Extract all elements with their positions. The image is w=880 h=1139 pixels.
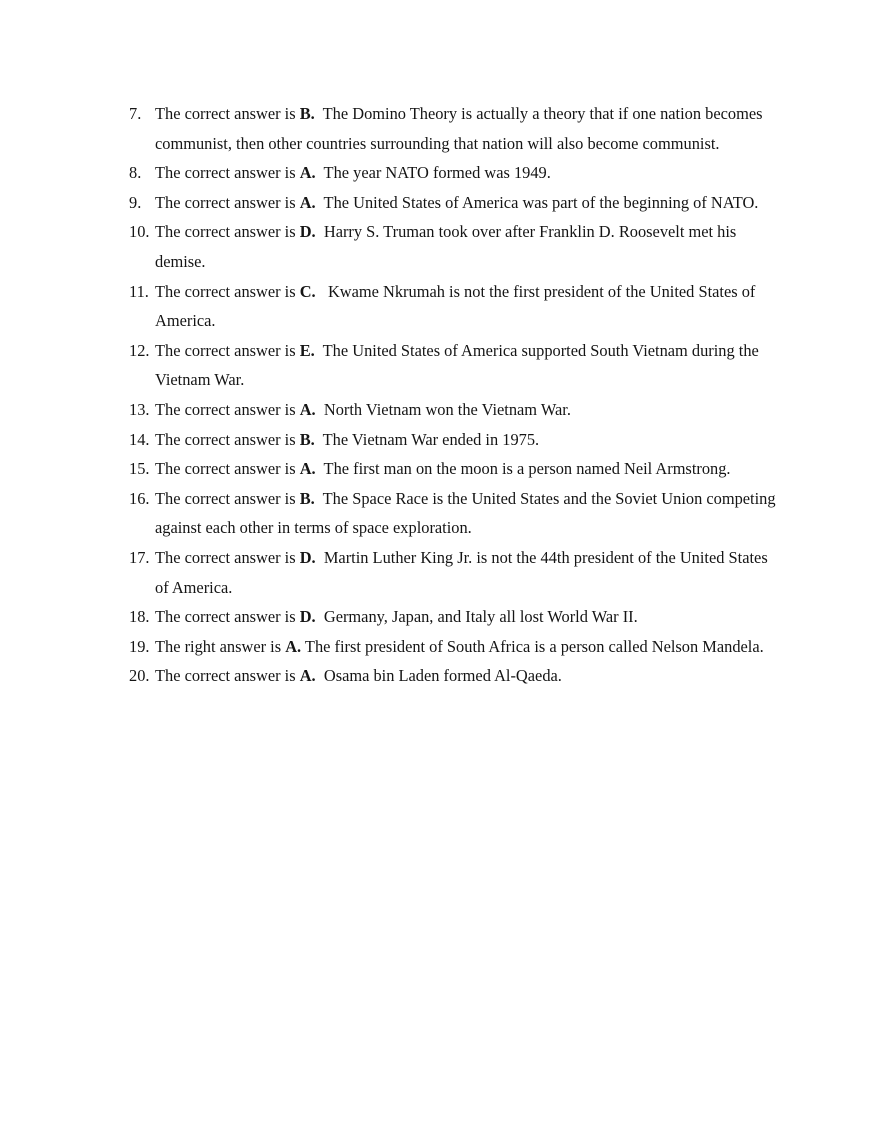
item-prefix: The correct answer is — [155, 281, 300, 301]
answer-item-18 — [129, 602, 780, 632]
item-content — [155, 632, 780, 662]
answer-item-17 — [129, 543, 780, 602]
answer-item-19 — [129, 632, 780, 662]
item-text: The first president of South Africa is a person called Nelson Mandela. — [301, 636, 764, 656]
item-text: Harry S. Truman took over after Franklin D. Roosevelt met his demise. — [155, 222, 741, 271]
item-content — [155, 543, 780, 602]
item-number: 13. — [129, 399, 150, 419]
answer-letter: A. — [299, 163, 316, 183]
item-prefix: The correct answer is — [155, 607, 300, 627]
item-content — [155, 454, 780, 484]
item-text: Martin Luther King Jr. is not the 44th president of the United States of America. — [155, 547, 772, 597]
item-prefix: The correct answer is — [155, 547, 300, 567]
answer-item-16 — [129, 484, 780, 543]
item-content — [155, 336, 780, 395]
answer-item-8 — [129, 158, 780, 188]
item-number: 11. — [129, 281, 149, 301]
answer-item-20 — [129, 661, 780, 691]
item-prefix: The correct answer is — [155, 488, 300, 508]
item-text: The Space Race is the United States and the Soviet Union competing against each other in terms of space exploration. — [155, 488, 780, 538]
answer-letter: A. — [299, 192, 316, 212]
item-number: 12. — [129, 340, 150, 360]
answer-letter: A. — [299, 459, 316, 479]
answer-letter: D. — [299, 222, 316, 242]
answer-item-9 — [129, 188, 780, 218]
item-prefix: The correct answer is — [155, 666, 300, 686]
item-content — [155, 484, 780, 543]
item-number: 15. — [129, 459, 150, 479]
item-number: 10. — [129, 222, 150, 242]
item-number: 8. — [129, 163, 142, 183]
answer-item-10 — [129, 217, 780, 276]
item-number: 7. — [129, 104, 142, 123]
item-prefix: The correct answer is — [155, 163, 300, 183]
answer-letter: C. — [299, 281, 316, 301]
item-text: The United States of America supported South Vietnam during the Vietnam War. — [155, 340, 763, 390]
answer-letter: D. — [299, 607, 316, 627]
answer-item-15 — [129, 454, 780, 484]
item-text: Osama bin Laden formed Al-Qaeda. — [315, 666, 562, 686]
item-text: The first man on the moon is a person named Neil Armstrong. — [315, 459, 731, 479]
item-text: The year NATO formed was 1949. — [315, 163, 551, 183]
answer-item-14 — [129, 425, 780, 455]
item-content — [155, 158, 780, 188]
item-number: 14. — [129, 429, 150, 449]
item-content — [155, 217, 780, 276]
answer-item-12 — [129, 336, 780, 395]
answer-letter: D. — [299, 547, 316, 567]
item-number: 20. — [129, 666, 150, 686]
item-content — [155, 99, 780, 158]
item-number: 16. — [129, 488, 150, 508]
item-number: 17. — [129, 547, 150, 567]
item-number: 9. — [129, 192, 142, 212]
answer-letter: A. — [299, 399, 316, 419]
item-text: The Domino Theory is actually a theory that if one nation becomes communist, then other countries surrounding that nation will also become communist. — [155, 104, 767, 153]
answer-letter: B. — [299, 429, 315, 449]
answer-letter: B. — [299, 488, 315, 508]
answer-item-13 — [129, 395, 780, 425]
item-content — [155, 188, 780, 218]
item-text: The United States of America was part of the beginning of NATO. — [315, 192, 759, 212]
answer-item-7 — [129, 99, 780, 158]
item-content — [155, 661, 780, 691]
item-number: 19. — [129, 636, 150, 656]
item-prefix: The correct answer is — [155, 192, 300, 212]
item-prefix: The correct answer is — [155, 222, 300, 242]
item-prefix: The correct answer is — [155, 399, 300, 419]
item-prefix: The correct answer is — [155, 340, 300, 360]
answer-letter: B. — [299, 104, 315, 123]
answer-item-11 — [129, 277, 780, 336]
item-prefix: The correct answer is — [155, 429, 300, 449]
answer-letter: E. — [299, 340, 315, 360]
item-number: 18. — [129, 607, 150, 627]
item-content — [155, 425, 780, 455]
item-content — [155, 602, 780, 632]
item-text: Kwame Nkrumah is not the first president of the United States of America. — [155, 281, 759, 331]
answer-letter: A. — [285, 636, 302, 656]
item-text: North Vietnam won the Vietnam War. — [315, 399, 571, 419]
item-text: The Vietnam War ended in 1975. — [314, 429, 540, 449]
item-content — [155, 277, 780, 336]
answer-letter: A. — [299, 666, 316, 686]
item-text: Germany, Japan, and Italy all lost World War II. — [315, 607, 638, 627]
item-prefix: The correct answer is — [155, 459, 300, 479]
item-prefix: The right answer is — [155, 636, 286, 656]
item-prefix: The correct answer is — [155, 104, 300, 123]
item-content — [155, 395, 780, 425]
